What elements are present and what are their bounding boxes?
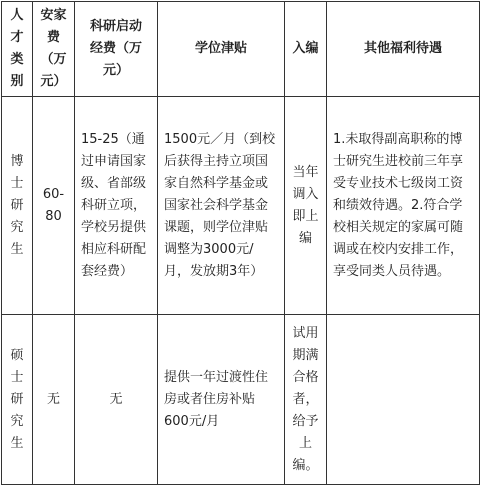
row-settle-fee: 无 [33, 315, 75, 485]
row-category: 博 士 研 究 生 [2, 97, 33, 315]
header-staffing: 入编 [285, 2, 327, 97]
header-row [2, 2, 480, 97]
header-degree-allowance: 学位津贴 [158, 2, 285, 97]
header-settle-fee: 安家 费 （万 元） [33, 2, 75, 97]
row-settle-fee: 60- 80 [33, 97, 75, 315]
header-other-benefits: 其他福利待遇 [327, 2, 480, 97]
table-row-master [2, 315, 480, 485]
row-other-benefits [327, 315, 480, 485]
row-staffing: 当年 调入 即上 编 [285, 97, 327, 315]
row-degree-allowance: 1500元／月（到校后获得主持立项国家自然科学基金或国家社会科学基金课题，则学位津贴调整为3000元/月，发放期3年） [158, 97, 285, 315]
row-other-benefits: 1.未取得副高职称的博士研究生进校前三年享受专业技术七级岗工资和绩效待遇。2.符合学校相关规定的家属可随调或在校内安排工作，享受同类人员待遇。 [327, 97, 480, 315]
row-staffing: 试用 期满 合格 者， 给予 上 编。 [285, 315, 327, 485]
row-degree-allowance: 提供一年过渡性住房或者住房补贴600元/月 [158, 315, 285, 485]
header-research-fund: 科研启动 经费（万 元） [75, 2, 158, 97]
row-category: 硕 士 研 究 生 [2, 315, 33, 485]
header-category: 人 才 类 别 [2, 2, 33, 97]
benefits-table [1, 1, 480, 485]
table-row-phd [2, 97, 480, 315]
row-research-fund: 15-25（通过申请国家级、省部级科研立项，学校另提供相应科研配套经费） [75, 97, 158, 315]
row-research-fund: 无 [75, 315, 158, 485]
